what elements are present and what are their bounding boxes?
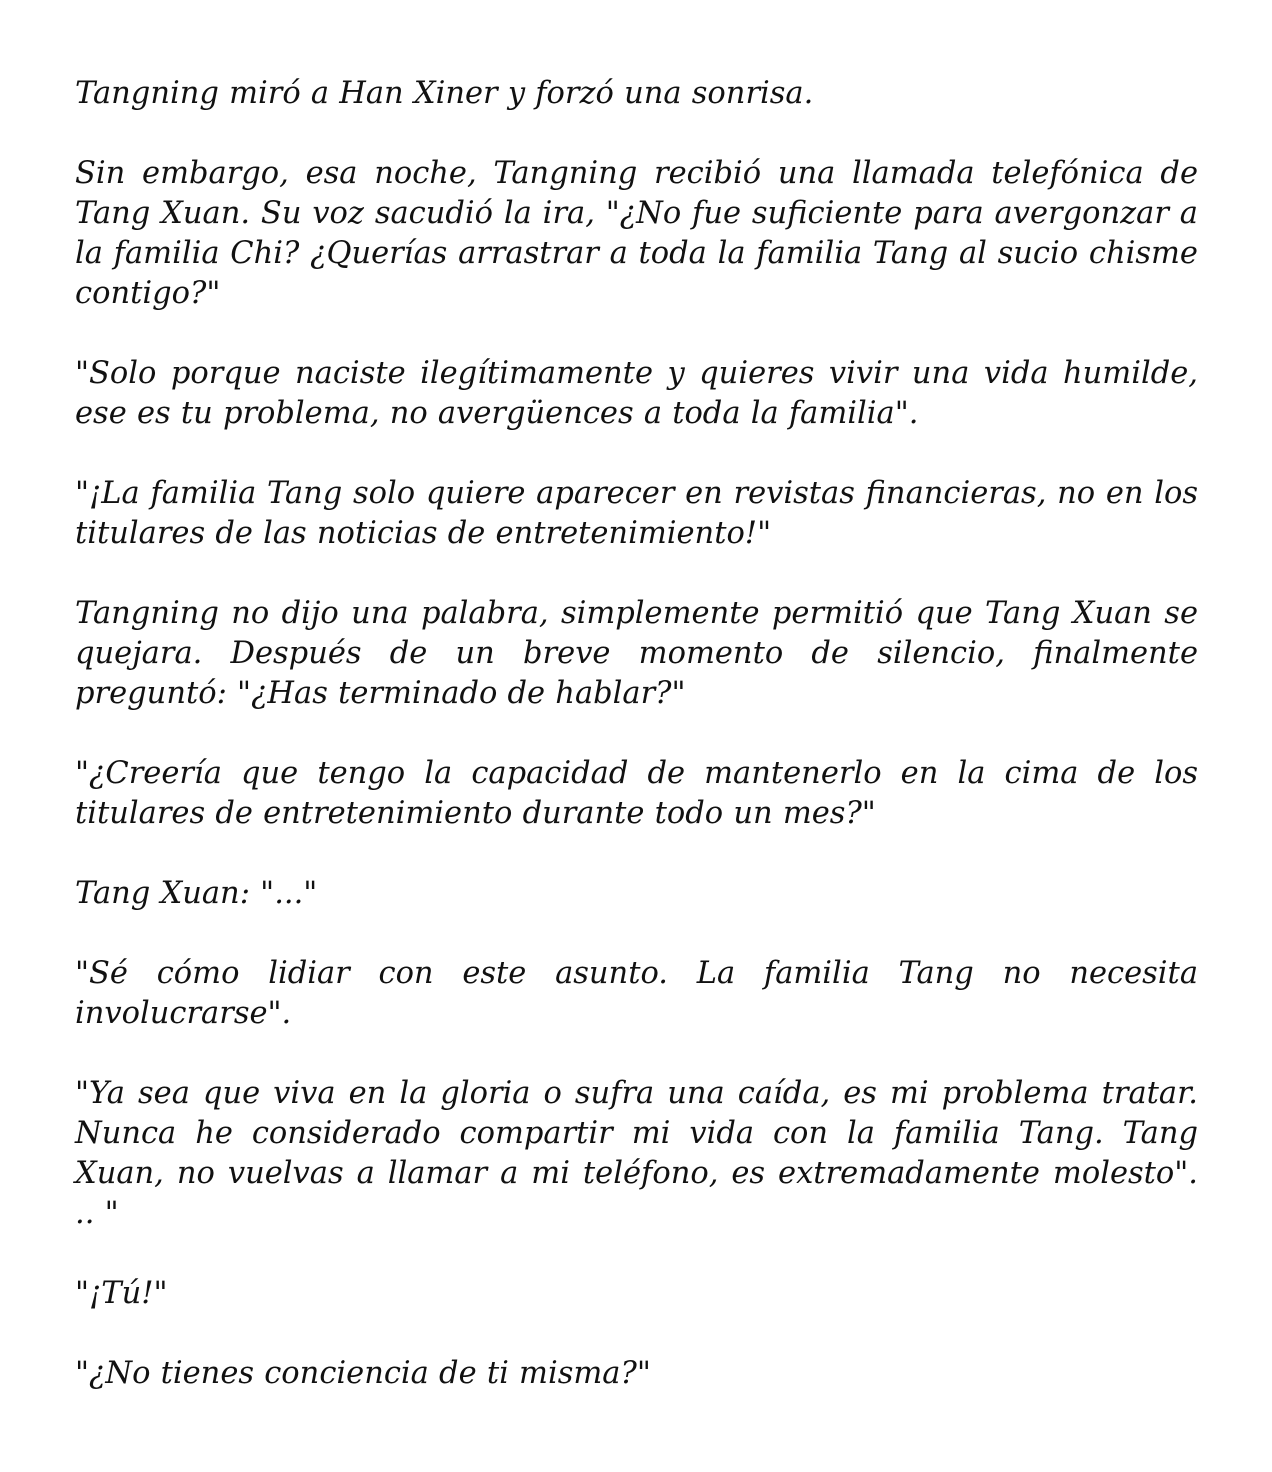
paragraph: Tangning no dijo una palabra, simplemente permitió que Tang Xuan se quejara. Después de un breve momento de silencio, finalmente preguntó: "¿Has terminado de hablar?" bbox=[75, 596, 1198, 711]
paragraph: "Sé cómo lidiar con este asunto. La familia Tang no necesita involucrarse". bbox=[75, 956, 1198, 1031]
paragraph: "¡La familia Tang solo quiere aparecer en revistas financieras, no en los titulares de las noticias de entretenimiento!" bbox=[75, 476, 1198, 551]
paragraph: "¿Creería que tengo la capacidad de mantenerlo en la cima de los titulares de entretenimiento durante todo un mes?" bbox=[75, 756, 1198, 831]
paragraph: "Ya sea que viva en la gloria o sufra una caída, es mi problema tratar. Nunca he considerado compartir mi vida con la familia Tang. Tang Xuan, no vuelvas a llamar a mi teléfono, es extremadamente molesto". .. " bbox=[75, 1076, 1198, 1231]
paragraph: Tangning miró a Han Xiner y forzó una sonrisa. bbox=[75, 76, 814, 111]
paragraph: "¡Tú!" bbox=[75, 1276, 168, 1311]
paragraph: "Solo porque naciste ilegítimamente y quieres vivir una vida humilde, ese es tu problema, no avergüences a toda la familia". bbox=[75, 356, 1198, 431]
paragraph: Sin embargo, esa noche, Tangning recibió una llamada telefónica de Tang Xuan. Su voz sacudió la ira, "¿No fue suficiente para avergonzar a la familia Chi? ¿Querías arrastrar a toda la familia Tang al sucio chisme contigo?" bbox=[75, 156, 1198, 311]
paragraph: "¿No tienes conciencia de ti misma?" bbox=[75, 1356, 651, 1391]
paragraph: Tang Xuan: "..." bbox=[75, 876, 318, 911]
